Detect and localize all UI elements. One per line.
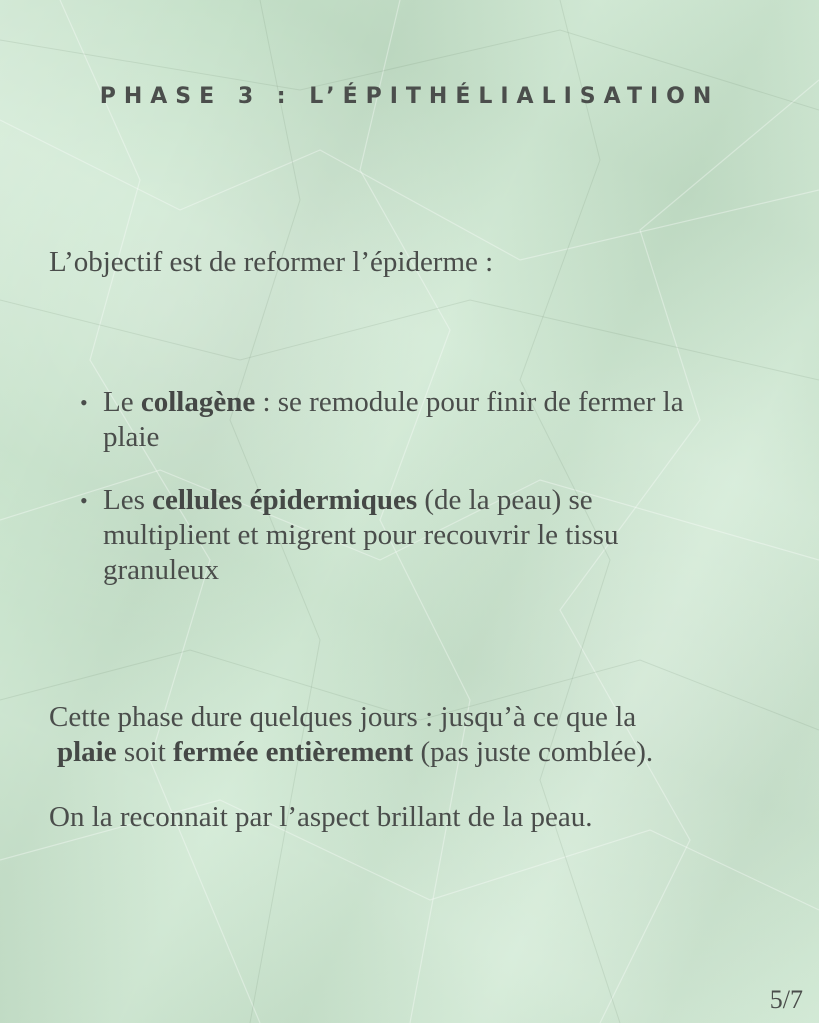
list-item-collagene (80, 385, 770, 455)
duration-end: (pas juste comblée). (413, 736, 654, 768)
bullet-list (80, 385, 770, 588)
bullet-keyword: cellules épidermiques (152, 484, 418, 516)
bullet-keyword: collagène (140, 386, 256, 418)
bullet-suffix: (de la peau) se (417, 484, 593, 516)
bullet-continuation: multiplient et migrent pour recouvrir le tissu (103, 519, 619, 551)
bullet-suffix: : se remodule pour finir de fermer la (255, 386, 684, 418)
duration-mid: soit (116, 736, 174, 768)
keyword-plaie: plaie (57, 736, 117, 768)
bullet-continuation: granuleux (103, 554, 219, 586)
bullet-prefix: Le (103, 386, 141, 418)
keyword-fermee: fermée entièrement (173, 736, 414, 768)
page-number: 5/7 (769, 985, 803, 1014)
page-title: PHASE 3 : L’ÉPITHÉLIALISATION (99, 84, 720, 109)
bullet-icon: • (80, 390, 88, 415)
bullet-continuation: plaie (103, 421, 160, 453)
bullet-icon: • (80, 488, 88, 513)
intro-text: L’objectif est de reformer l’épiderme : (49, 246, 494, 278)
duration-paragraph (49, 700, 653, 770)
list-item-cellules (80, 483, 770, 588)
duration-line-1: Cette phase dure quelques jours : jusqu’à ce que la (49, 701, 637, 733)
recognition-paragraph: On la reconnait par l’aspect brillant de la peau. (49, 801, 593, 833)
bullet-prefix: Les (103, 484, 153, 516)
